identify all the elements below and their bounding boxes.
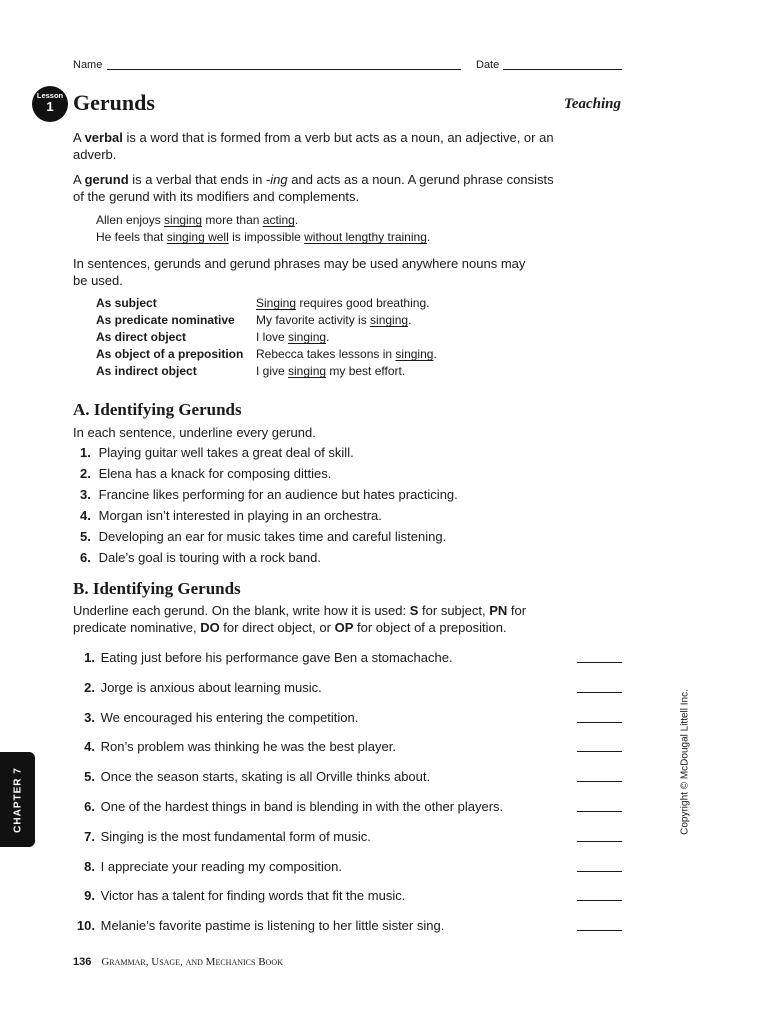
term-gerund: gerund (84, 172, 129, 187)
term-verbal: verbal (84, 130, 123, 145)
chapter-tab (0, 752, 35, 847)
list-item: 8. I appreciate your reading my composition. (75, 858, 622, 888)
chapter-tab-label: CHAPTER 7 (12, 766, 23, 833)
list-item: 5. Once the season starts, skating is all Orville thinks about. (75, 768, 622, 798)
list-item: 1. Playing guitar well takes a great deal of skill. (80, 445, 354, 460)
lesson-tag: Teaching (564, 96, 621, 112)
list-item: 6. One of the hardest things in band is blending in with the other players. (75, 798, 622, 828)
answer-blank[interactable] (577, 751, 622, 752)
answer-blank[interactable] (577, 900, 622, 901)
list-item: 3. We encouraged his entering the competition. (75, 709, 622, 739)
date-label: Date (476, 59, 500, 71)
section-a-list (80, 444, 458, 570)
answer-blank[interactable] (577, 930, 622, 931)
page-footer (73, 956, 283, 968)
verbal-definition: A verbal is a word that is formed from a verb but acts as a noun, an adjective, or an adverb. (73, 130, 554, 162)
lesson-badge-number: 1 (46, 99, 54, 114)
list-item: 4. Ron’s problem was thinking he was the best player. (75, 738, 622, 768)
gerund-uses-table (96, 296, 437, 381)
list-item: 2. Elena has a knack for composing ditties. (80, 466, 332, 481)
answer-blank[interactable] (577, 722, 622, 723)
section-a-instructions: In each sentence, underline every gerund. (73, 425, 316, 440)
answer-blank[interactable] (577, 781, 622, 782)
answer-blank[interactable] (577, 811, 622, 812)
section-b-heading: B. Identifying Gerunds (73, 579, 241, 598)
gerund-definition: A gerund is a verbal that ends in -ing and acts as a noun. A gerund phrase consists of the gerund with its modifiers and complements. (73, 172, 554, 204)
section-a-heading: A. Identifying Gerunds (73, 400, 242, 419)
example-line: He feels that singing well is impossible without lengthy training. (96, 230, 431, 244)
list-item: 6. Dale’s goal is touring with a rock band. (80, 550, 321, 565)
lesson-title: Gerunds (73, 90, 155, 115)
name-field[interactable] (107, 69, 461, 70)
lesson-badge-word: Lesson (36, 91, 64, 100)
list-item: 9. Victor has a talent for finding words that fit the music. (75, 887, 622, 917)
answer-blank[interactable] (577, 662, 622, 663)
copyright-notice: Copyright © McDougal Littell Inc. (679, 689, 691, 835)
list-item: 2. Jorge is anxious about learning music. (75, 679, 622, 709)
date-field[interactable] (503, 69, 622, 70)
list-item: 10. Melanie’s favorite pastime is listening to her little sister sing. (75, 917, 622, 947)
list-item: 1. Eating just before his performance gave Ben a stomachache. (75, 649, 622, 679)
list-item: 3. Francine likes performing for an audience but hates practicing. (80, 487, 458, 502)
list-item: 4. Morgan isn’t interested in playing in an orchestra. (80, 508, 382, 523)
uses-row: As direct object I love singing. (96, 330, 330, 344)
list-item: 5. Developing an ear for music takes time and careful listening. (80, 529, 447, 544)
book-title: Grammar, Usage, and Mechanics Book (101, 956, 283, 968)
section-b-instructions: Underline each gerund. On the blank, write how it is used: S for subject, PN for predicate nominative, DO for direct object, or OP for object of a preposition. (73, 603, 527, 635)
uses-row: As subject Singing requires good breathing. (96, 296, 430, 310)
uses-row: As indirect object I give singing my best effort. (96, 364, 406, 378)
page-number: 136 (73, 956, 92, 968)
uses-row: As object of a preposition Rebecca takes lessons in singing. (96, 347, 437, 361)
section-b-list (75, 649, 622, 947)
answer-blank[interactable] (577, 692, 622, 693)
examples-block (96, 212, 430, 246)
uses-row: As predicate nominative My favorite activity is singing. (96, 313, 412, 327)
answer-blank[interactable] (577, 841, 622, 842)
example-line: Allen enjoys singing more than acting. (96, 213, 299, 227)
lesson-badge (32, 86, 68, 122)
list-item: 7. Singing is the most fundamental form of music. (75, 828, 622, 858)
uses-intro: In sentences, gerunds and gerund phrases may be used anywhere nouns may be used. (73, 256, 526, 288)
answer-blank[interactable] (577, 871, 622, 872)
name-label: Name (73, 59, 103, 71)
